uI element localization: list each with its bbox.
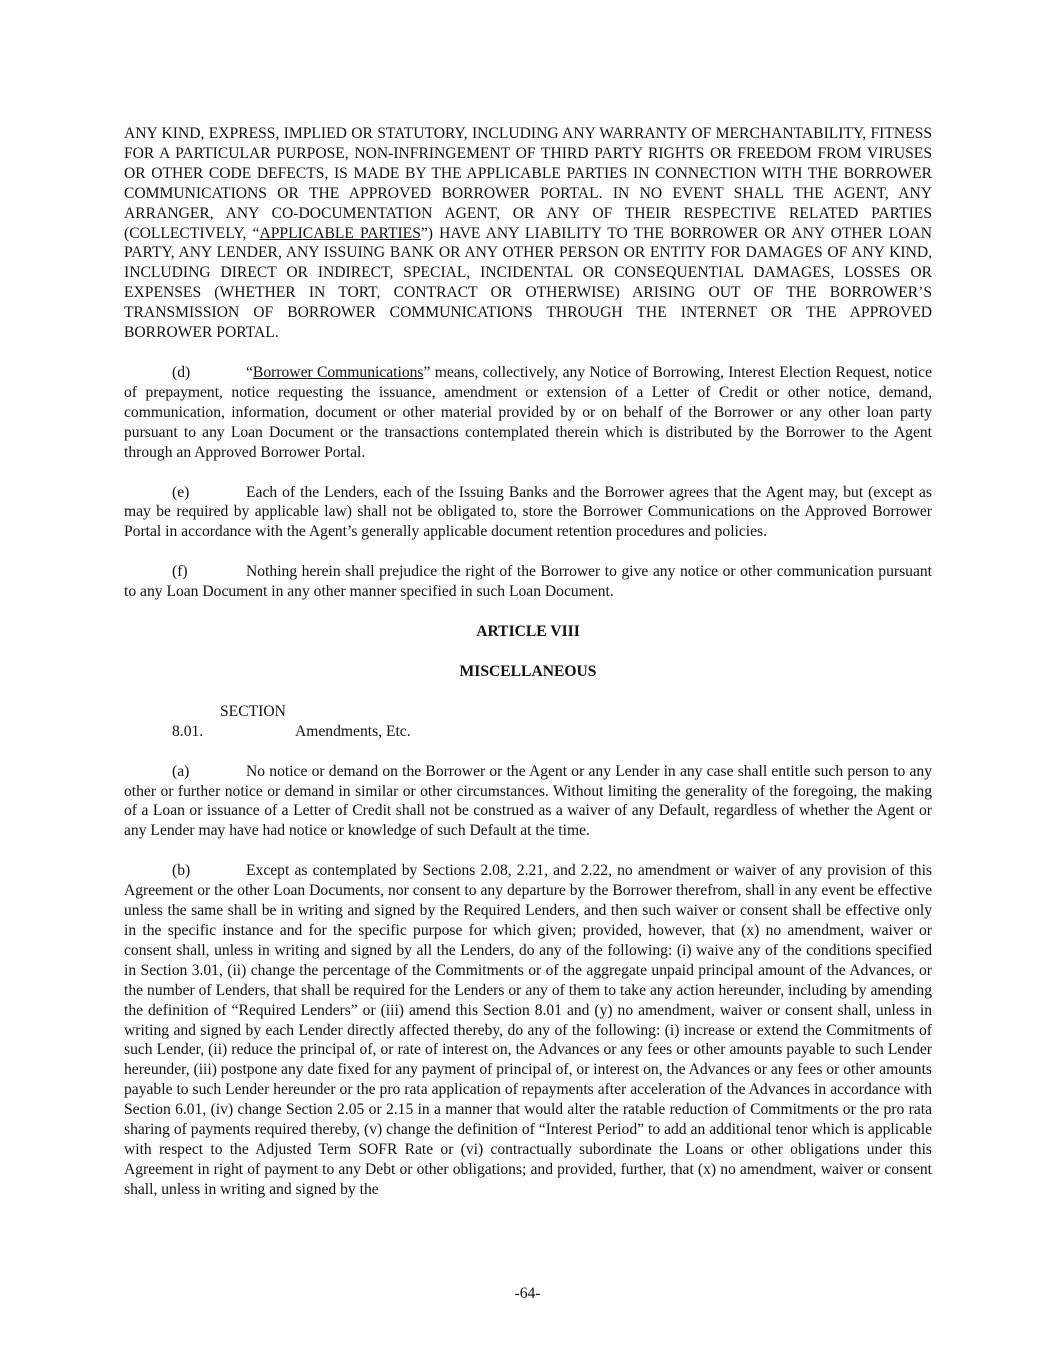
- article-title: MISCELLANEOUS: [459, 662, 597, 680]
- disclaimer-text: ANY KIND, EXPRESS, IMPLIED OR STATUTORY, INCLUDING ANY WARRANTY OF MERCHANTABILITY, FITNESS FOR A PARTICULAR PURPOSE, NON-INFRINGEMENT OF THIRD PARTY RIGHTS OR FREEDOM FROM VIRUSES OR OTHER CODE DEFECTS, IS MADE BY THE APPLICABLE PARTIES IN CONNECTION WITH THE BORROWER COMMUNICATIONS OR THE APPROVED BORROWER PORTAL. IN NO EVENT SHALL THE AGENT, ANY ARRANGER, ANY CO-DOCUMENTATION AGENT, OR ANY OF THEIR RESPECTIVE RELATED PARTIES (COLLECTIVELY, “: [124, 125, 932, 242]
- paragraph-text: ” means, collectively, any Notice of Borrowing, Interest Election Request, notice of prepayment, notice requesting the issuance, amendment or extension of a Letter of Credit or other notice, demand, communication, information, document or other material provided by or on behalf of the Borrower or any other loan party pursuant to any Loan Document or the transactions contemplated therein which is distributed by the Borrower to the Agent through an Approved Borrower Portal.: [124, 363, 932, 461]
- applicable-parties-term: APPLICABLE PARTIES: [259, 224, 421, 242]
- paragraph-label: (b): [172, 862, 191, 880]
- paragraph-text: Nothing herein shall prejudice the right of the Borrower to give any notice or other communication pursuant to any Loan Document in any other manner specified in such Loan Document.: [124, 563, 932, 601]
- section-title: Amendments, Etc.: [295, 722, 411, 740]
- paragraph-label: (e): [172, 483, 190, 501]
- paragraph-label: (d): [172, 363, 191, 381]
- page-number: -64-: [514, 1285, 541, 1302]
- document-page: [124, 124, 932, 1220]
- open-quote: “: [246, 363, 253, 381]
- paragraph-d: [124, 363, 932, 463]
- disclaimer-text-continued: ”) HAVE ANY LIABILITY TO THE BORROWER OR ANY OTHER LOAN PARTY, ANY LENDER, ANY ISSUING BANK OR ANY OTHER PERSON OR ENTITY FOR DAMAGES OF ANY KIND, INCLUDING DIRECT OR INDIRECT, SPECIAL, INCIDENTAL OR CONSEQUENTIAL DAMAGES, LOSSES OR EXPENSES (WHETHER IN TORT, CONTRACT OR OTHERWISE) ARISING OUT OF THE BORROWER’S TRANSMISSION OF BORROWER COMMUNICATIONS THROUGH THE INTERNET OR THE APPROVED BORROWER PORTAL.: [124, 224, 932, 342]
- section-number: SECTION 8.01.: [172, 702, 286, 740]
- defined-term: Borrower Communications: [252, 363, 424, 381]
- section-heading: [124, 702, 932, 742]
- paragraph-e: [124, 483, 932, 543]
- disclaimer-paragraph: [124, 124, 932, 343]
- paragraph-text: Each of the Lenders, each of the Issuing Banks and the Borrower agrees that the Agent may, but (except as may be required by applicable law) shall not be obligated to, store the Borrower Communications on the Approved Borrower Portal in accordance with the Agent’s generally applicable document retention procedures and policies.: [124, 483, 932, 541]
- paragraph-text: Except as contemplated by Sections 2.08, 2.21, and 2.22, no amendment or waiver of any provision of this Agreement or the other Loan Documents, nor consent to any departure by the Borrower therefrom, shall in any event be effective unless the same shall be in writing and signed by the Required Lenders, and then such waiver or consent shall be effective only in the specific instance and for the specific purpose for which given; provided, however, that (x) no amendment, waiver or consent shall, unless in writing and signed by all the Lenders, do any of the following: (i) waive any of the conditions specified in Section 3.01, (ii) change the percentage of the Commitments or of the aggregate unpaid principal amount of the Advances, or the number of Lenders, that shall be required for the Lenders or any of them to take any action hereunder, including by amending the definition of “Required Lenders” or (iii) amend this Section 8.01 and (y) no amendment, waiver or consent shall, unless in writing and signed by each Lender directly affected thereby, do any of the following: (i) increase or extend the Commitments of such Lender, (ii) reduce the principal of, or rate of interest on, the Advances or any fees or other amounts payable to such Lender hereunder, (iii) postpone any date fixed for any payment of principal of, or interest on, the Advances or any fees or other amounts payable to such Lender hereunder or the pro rata application of repayments after acceleration of the Advances in accordance with Section 6.01, (iv) change Section 2.05 or 2.15 in a manner that would alter the ratable reduction of Commitments or the pro rata sharing of payments required thereby, (v) change the definition of “Interest Period” to add an additional tenor which is applicable with respect to the Adjusted Term SOFR Rate or (vi) contractually subordinate the Loans or other obligations under this Agreement in right of payment to any Debt or other obligations; and provided, further, that (x) no amendment, waiver or consent shall, unless in writing and signed by the: [124, 862, 932, 1198]
- paragraph-label: (a): [172, 762, 190, 780]
- paragraph-text: No notice or demand on the Borrower or the Agent or any Lender in any case shall entitle such person to any other or further notice or demand in similar or other circumstances. Without limiting the generality of the foregoing, the making of a Loan or issuance of a Letter of Credit shall not be construed as a waiver of any Default, regardless of whether the Agent or any Lender may have had notice or knowledge of such Default at the time.: [124, 762, 932, 840]
- paragraph-label: (f): [172, 563, 188, 581]
- article-number: ARTICLE VIII: [476, 623, 580, 641]
- paragraph-b: [124, 861, 932, 1199]
- paragraph-f: [124, 562, 932, 602]
- paragraph-a: [124, 762, 932, 842]
